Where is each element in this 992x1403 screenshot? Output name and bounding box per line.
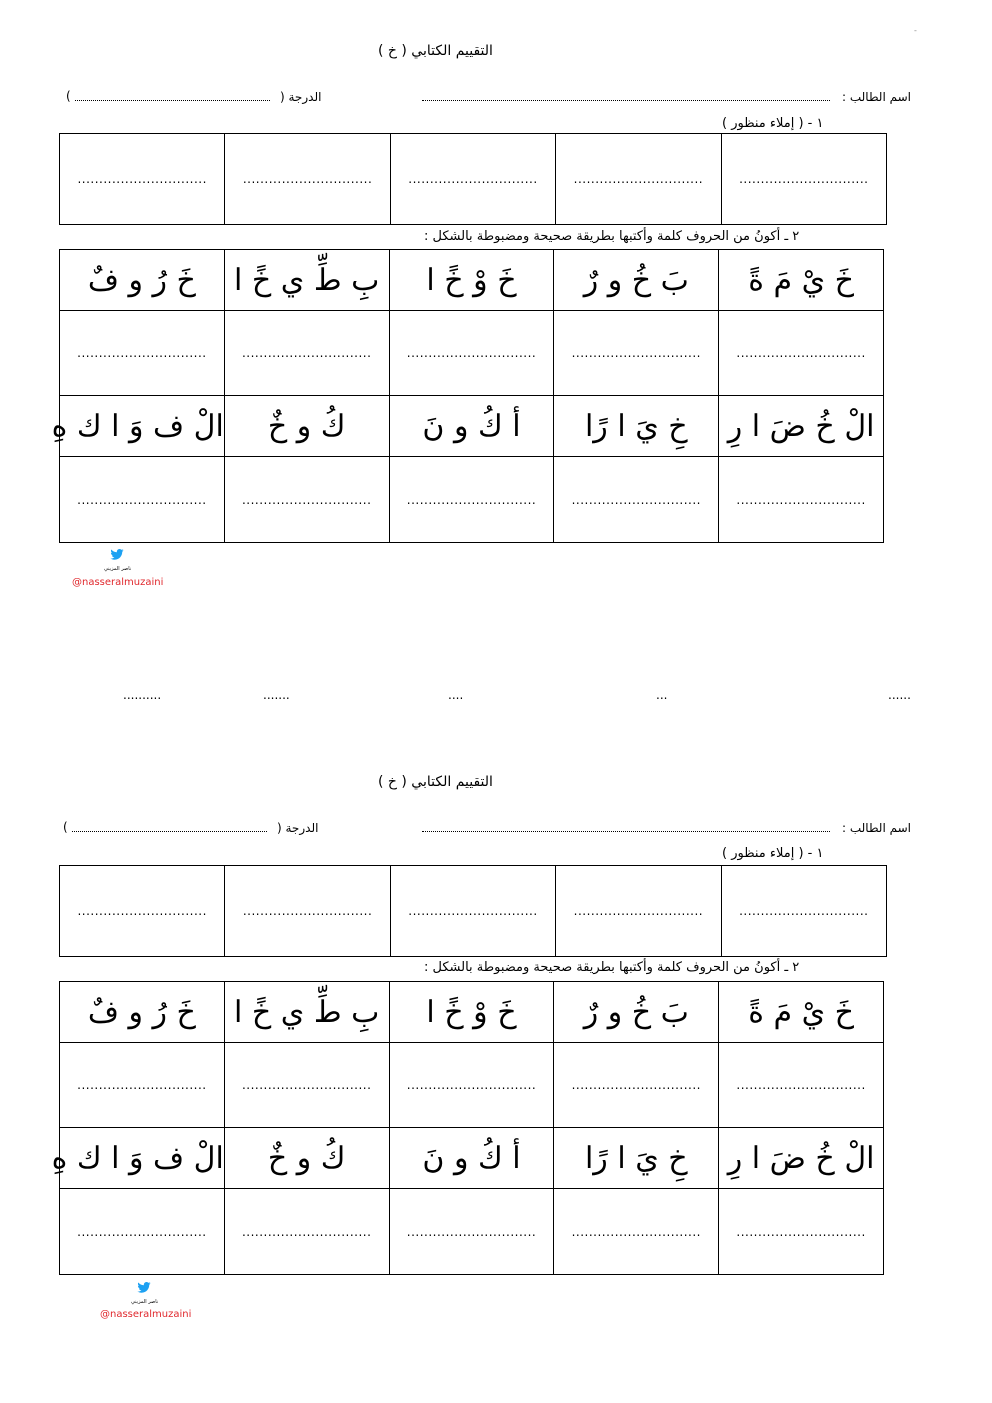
letters-cell: بِ طِّ ي خً ا xyxy=(224,982,389,1043)
answer-cell[interactable]: .............................. xyxy=(389,311,554,396)
student-name-label: اسم الطالب : xyxy=(842,821,911,835)
answer-cell[interactable]: .............................. xyxy=(60,1043,225,1128)
answer-cell[interactable]: .............................. xyxy=(554,1189,719,1275)
student-name-field[interactable] xyxy=(422,831,830,832)
grade-field[interactable] xyxy=(75,100,270,101)
letters-cell: أ كُ و نَ xyxy=(389,396,554,457)
answer-cell[interactable]: .............................. xyxy=(719,1189,884,1275)
letters-cell: الْ ف وَ ا ك هِ xyxy=(60,1128,225,1189)
dictation-cell[interactable]: .............................. xyxy=(390,134,555,225)
answer-cell[interactable]: .............................. xyxy=(389,1189,554,1275)
credit-name: ناصر المزيني xyxy=(131,1299,159,1305)
dictation-cell[interactable]: .............................. xyxy=(721,134,886,225)
letters-cell: خَ رُ و فٌ xyxy=(60,982,225,1043)
grade-close: ) xyxy=(63,820,68,834)
letters-cell: خَ وْ خً ا xyxy=(389,250,554,311)
dictation-table xyxy=(59,133,887,225)
separator-dot-group: ....... xyxy=(263,688,290,702)
dictation-cell[interactable]: .............................. xyxy=(390,866,555,957)
letters-cell: كُ و خٌ xyxy=(224,1128,389,1189)
letters-cell: خَ رُ و فٌ xyxy=(60,250,225,311)
question-2-label: ٢ ـ أكونُ من الحروف كلمة وأكتبها بطريقة صحيحة ومضبوطة بالشكل : xyxy=(424,960,800,975)
question-2-label: ٢ ـ أكونُ من الحروف كلمة وأكتبها بطريقة صحيحة ومضبوطة بالشكل : xyxy=(424,229,800,244)
twitter-icon xyxy=(137,1282,151,1293)
answer-cell[interactable]: .............................. xyxy=(389,1043,554,1128)
letters-cell: بَ خُ و رٌ xyxy=(554,250,719,311)
separator-dot-group: .... xyxy=(448,688,464,702)
letters-cell: الْ خُ ضَ ا رِ xyxy=(719,1128,884,1189)
letters-cell: خَ يْ مَ ةً xyxy=(719,982,884,1043)
grade-label: الدرجة ( xyxy=(277,821,319,835)
separator-dot-group: ... xyxy=(656,688,668,702)
student-name-field[interactable] xyxy=(422,100,830,101)
dictation-cell[interactable]: .............................. xyxy=(556,134,721,225)
answer-cell[interactable]: .............................. xyxy=(224,457,389,543)
answer-cell[interactable]: .............................. xyxy=(719,457,884,543)
answer-cell[interactable]: .............................. xyxy=(554,457,719,543)
sheet-title: التقييم الكتابي ( خ ) xyxy=(378,43,493,59)
letters-cell: خِ يَ ا رًا xyxy=(554,396,719,457)
corner-mark: - xyxy=(914,26,917,35)
sheet-title: التقييم الكتابي ( خ ) xyxy=(378,774,493,790)
letters-cell: خِ يَ ا رًا xyxy=(554,1128,719,1189)
dictation-cell[interactable]: .............................. xyxy=(60,866,225,957)
letters-cell: بِ طِّ ي خً ا xyxy=(224,250,389,311)
letters-cell: كُ و خٌ xyxy=(224,396,389,457)
separator-dot-group: ...... xyxy=(888,688,911,702)
separator-dot-group: .......... xyxy=(123,688,162,702)
letters-cell: خَ وْ خً ا xyxy=(389,982,554,1043)
grade-close: ) xyxy=(66,89,71,103)
dictation-cell[interactable]: .............................. xyxy=(60,134,225,225)
grade-label: الدرجة ( xyxy=(280,90,322,104)
question-1-label: ١ - ( إملاء منظور ) xyxy=(722,846,824,861)
question-1-label: ١ - ( إملاء منظور ) xyxy=(722,116,824,131)
answer-cell[interactable]: .............................. xyxy=(60,1189,225,1275)
answer-cell[interactable]: .............................. xyxy=(719,1043,884,1128)
answer-cell[interactable]: .............................. xyxy=(224,1189,389,1275)
answer-cell[interactable]: .............................. xyxy=(389,457,554,543)
answer-cell[interactable]: .............................. xyxy=(719,311,884,396)
answer-cell[interactable]: .............................. xyxy=(224,311,389,396)
letters-cell: الْ خُ ضَ ا رِ xyxy=(719,396,884,457)
twitter-handle[interactable]: @nasseralmuzaini xyxy=(100,1309,192,1320)
student-name-label: اسم الطالب : xyxy=(842,90,911,104)
grade-field[interactable] xyxy=(72,831,267,832)
letters-cell: الْ ف وَ ا ك هِ xyxy=(60,396,225,457)
answer-cell[interactable]: .............................. xyxy=(60,457,225,543)
dictation-cell[interactable]: .............................. xyxy=(225,134,390,225)
dictation-table xyxy=(59,865,887,957)
answer-cell[interactable]: .............................. xyxy=(554,311,719,396)
twitter-icon xyxy=(110,549,124,560)
letters-cell: بَ خُ و رٌ xyxy=(554,982,719,1043)
letters-cell: أ كُ و نَ xyxy=(389,1128,554,1189)
answer-cell[interactable]: .............................. xyxy=(554,1043,719,1128)
word-building-table xyxy=(51,981,884,1275)
dictation-cell[interactable]: .............................. xyxy=(556,866,721,957)
word-building-table xyxy=(51,249,884,543)
answer-cell[interactable]: .............................. xyxy=(60,311,225,396)
dictation-cell[interactable]: .............................. xyxy=(721,866,886,957)
letters-cell: خَ يْ مَ ةً xyxy=(719,250,884,311)
answer-cell[interactable]: .............................. xyxy=(224,1043,389,1128)
twitter-handle[interactable]: @nasseralmuzaini xyxy=(72,577,164,588)
dictation-cell[interactable]: .............................. xyxy=(225,866,390,957)
credit-name: ناصر المزيني xyxy=(104,566,132,572)
